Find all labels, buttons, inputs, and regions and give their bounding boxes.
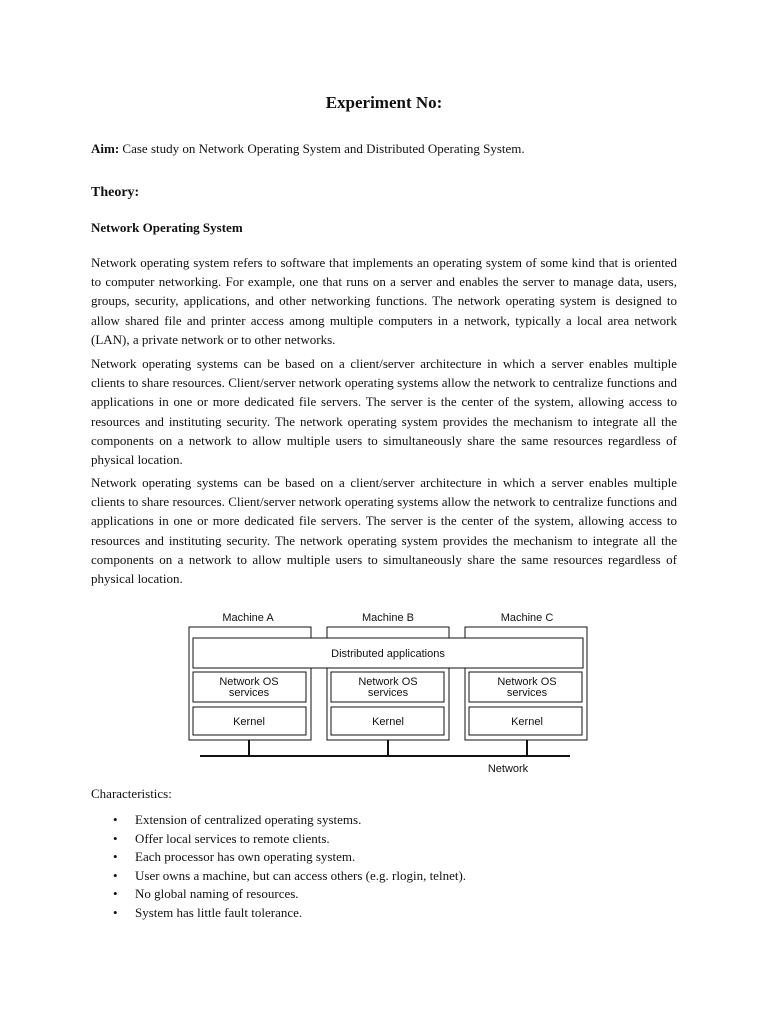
machine-a-services-line1: Network OS	[219, 676, 279, 688]
list-item: • Offer local services to remote clients.	[91, 830, 466, 849]
machine-b-services-line1: Network OS	[358, 676, 418, 688]
section-heading: Network Operating System	[91, 220, 243, 235]
list-item: • User owns a machine, but can access others (e.g. rlogin, telnet).	[91, 867, 466, 886]
machine-c-services-line2: services	[506, 687, 548, 699]
machine-a-label: Machine A	[222, 612, 274, 624]
network-os-diagram	[178, 606, 598, 778]
list-item: • System has little fault tolerance.	[91, 904, 466, 923]
page-title: Experiment No:	[325, 93, 443, 112]
machine-c-services-line1: Network OS	[497, 676, 557, 688]
list-item: • No global naming of resources.	[91, 885, 466, 904]
machine-b-services-line2: services	[367, 687, 409, 699]
aim-label: Aim:	[91, 141, 120, 156]
characteristics-heading: Characteristics:	[91, 786, 172, 801]
list-item: • Extension of centralized operating systems.	[91, 811, 466, 830]
machine-c-kernel-label: Kernel	[511, 716, 543, 728]
network-label: Network	[487, 763, 529, 775]
distributed-applications-label: Distributed applications	[331, 648, 445, 660]
theory-heading: Theory:	[91, 185, 140, 200]
aim-text: Case study on Network Operating System and Distributed Operating System.	[119, 141, 525, 156]
list-item: • Each processor has own operating system.	[91, 848, 466, 867]
machine-b-label: Machine B	[362, 612, 414, 624]
machine-c-label: Machine C	[500, 612, 554, 624]
machine-b-kernel-label: Kernel	[372, 716, 404, 728]
machine-a-kernel-label: Kernel	[233, 716, 265, 728]
characteristics-list	[91, 811, 466, 922]
paragraph-3: Network operating systems can be based on a client/server architecture in which a server enables multiple clients to share resources. Client/server network operating systems allow the network to centralize functions and applications in one or more dedicated file servers. The server is the center of the system, allowing access to resources and instituting security. The network operating system provides the mechanism to integrate all the components on a network to allow multiple users to simultaneously share the same resources regardless of physical location.	[91, 475, 677, 587]
paragraph-1: Network operating system refers to software that implements an operating system of some kind that is oriented to computer networking. For example, one that runs on a server and enables the server to manage data, users, groups, security, applications, and other networking functions. The network operating system is designed to allow shared file and printer access among multiple computers in a network, typically a local area network (LAN), a private network or to other networks.	[91, 255, 677, 347]
machine-a-services-line2: services	[228, 687, 270, 699]
paragraph-2: Network operating systems can be based on a client/server architecture in which a server enables multiple clients to share resources. Client/server network operating systems allow the network to centralize functions and applications in one or more dedicated file servers. The server is the center of the system, allowing access to resources and instituting security. The network operating system provides the mechanism to integrate all the components on a network to allow multiple users to simultaneously share the same resources regardless of physical location.	[91, 356, 677, 468]
aim-line	[91, 141, 525, 157]
